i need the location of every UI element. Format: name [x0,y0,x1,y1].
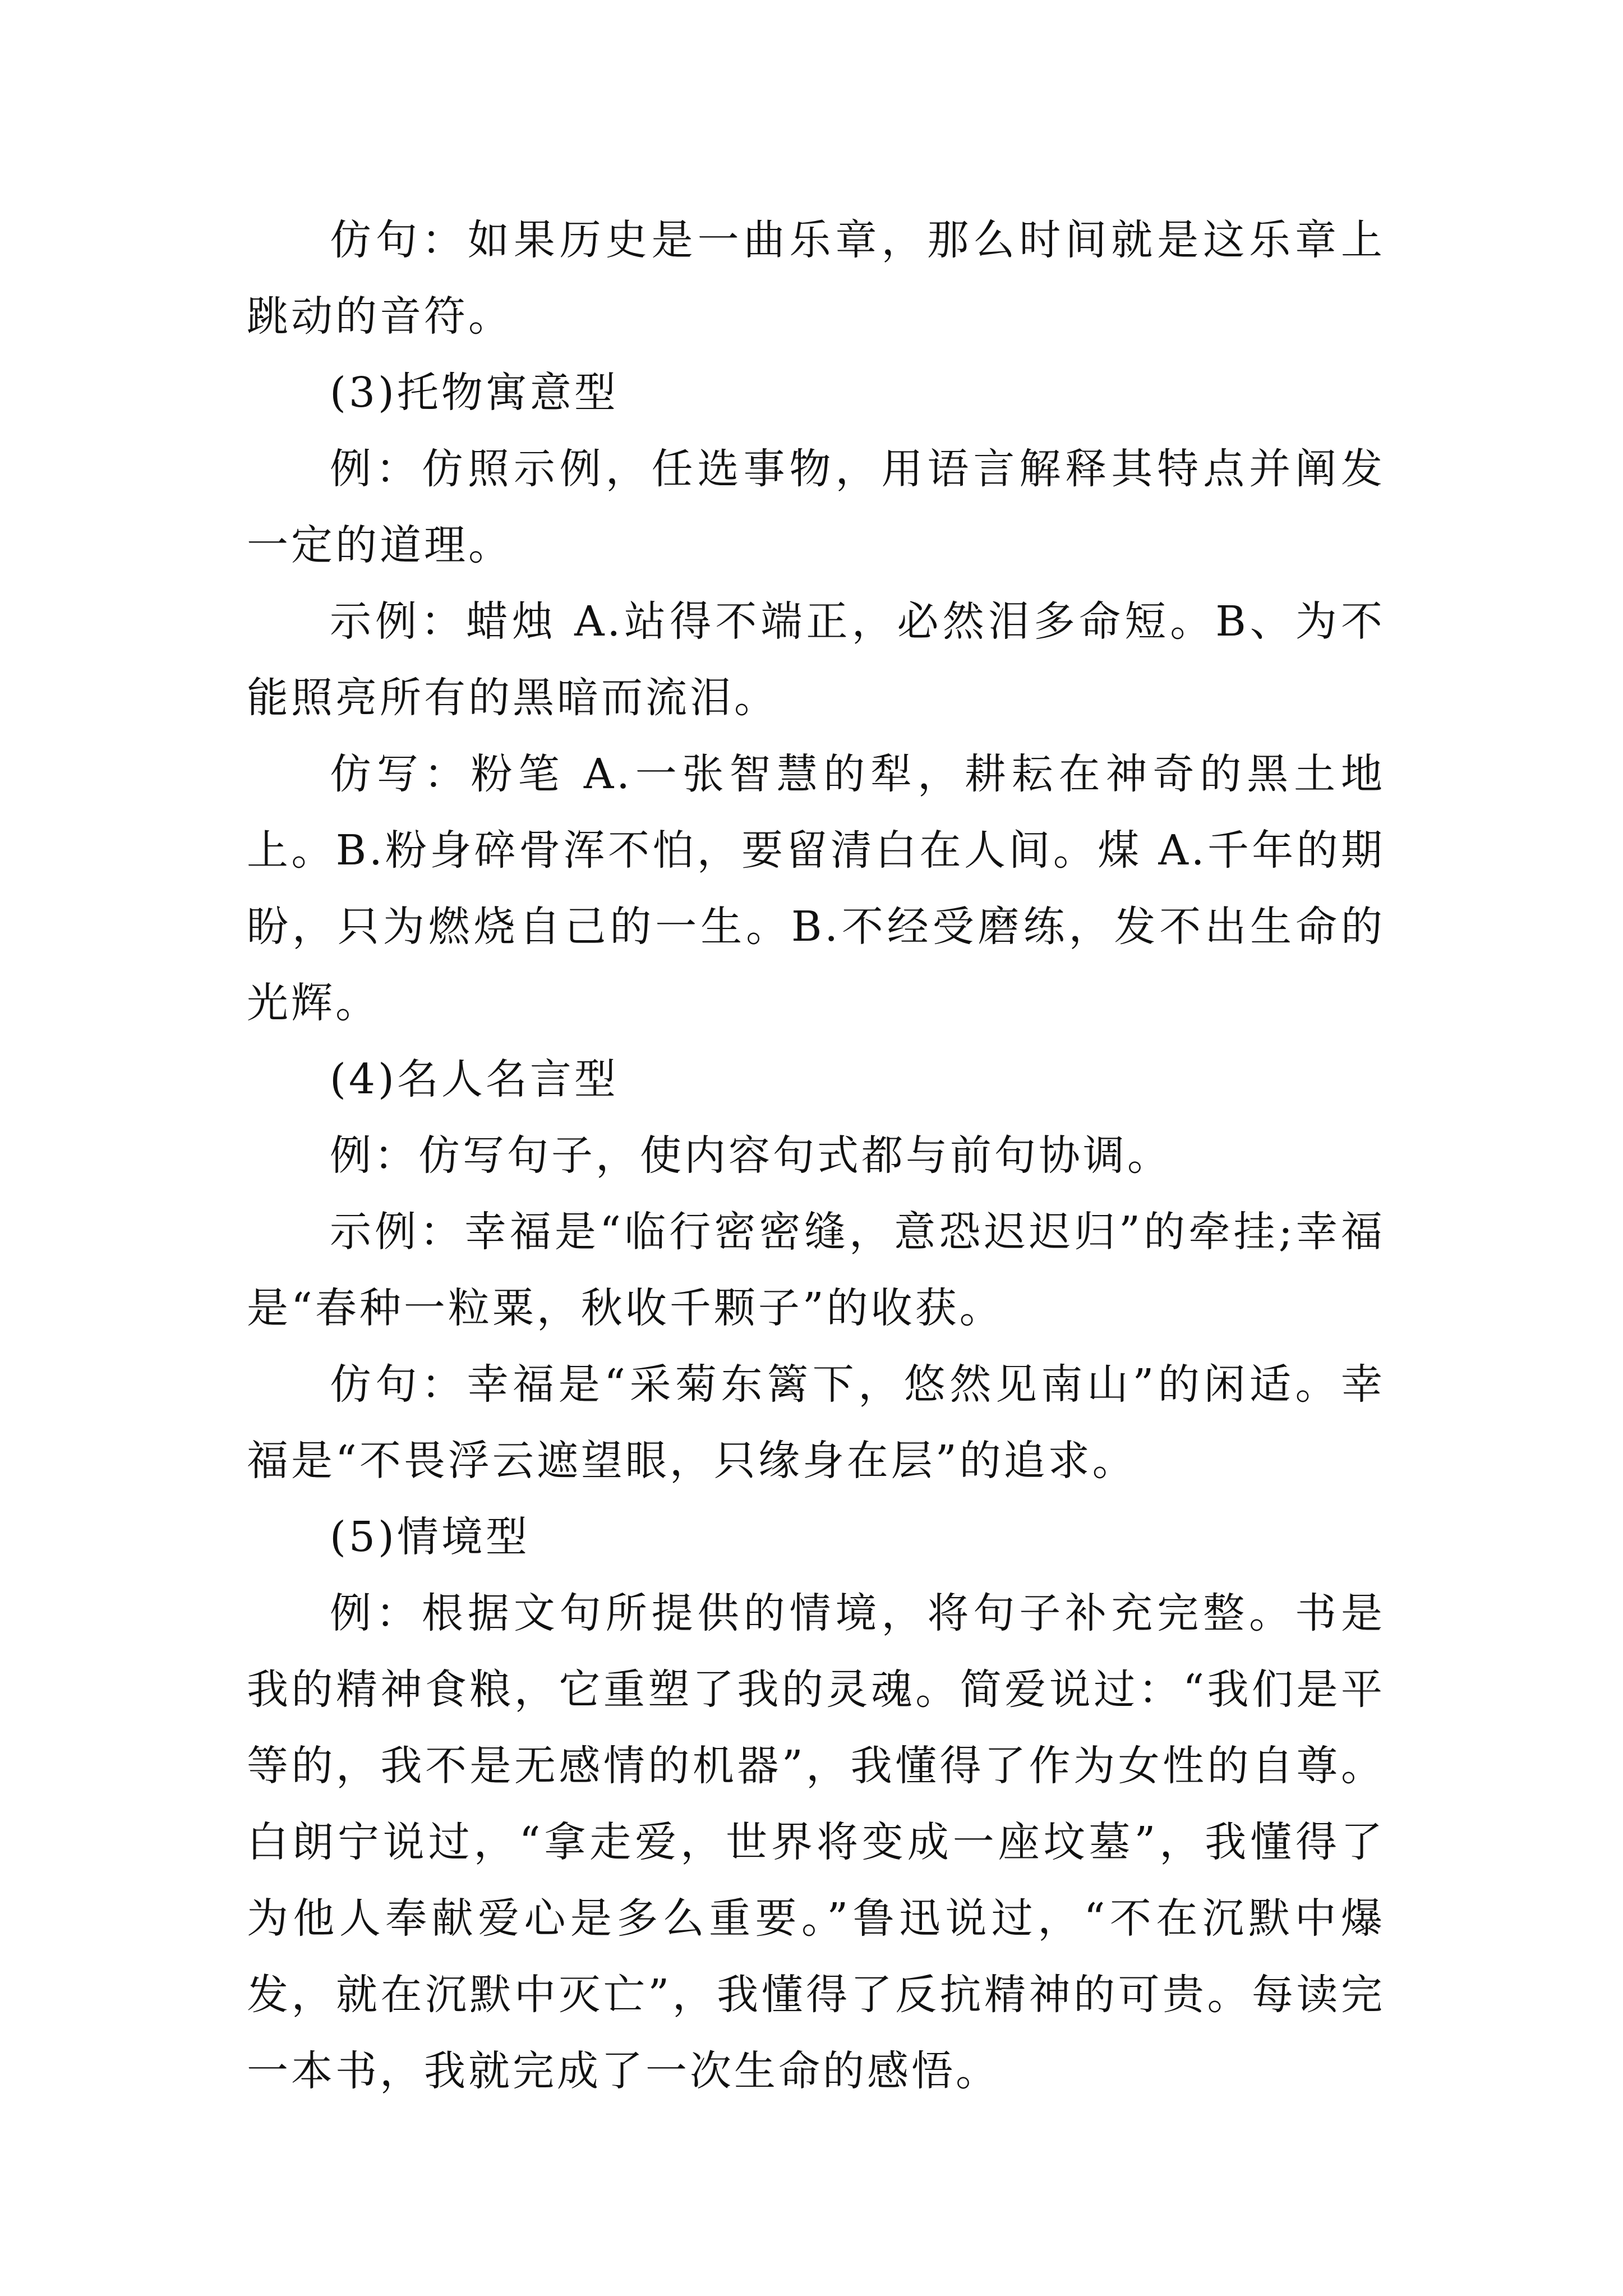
paragraph-imitation-chalk-coal: 仿写：粉笔 A.一张智慧的犁，耕耘在神奇的黑土地上。B.粉身碎骨浑不怕，要留清白在人间。煤 A.千年的期盼，只为燃烧自己的一生。B.不经受磨练，发不出生命的光辉。 [247,750,1385,1027]
document-body [247,202,1385,2109]
heading-object-metaphor-type: (3)托物寓意型 [330,369,619,417]
paragraph-sample-happiness: 示例：幸福是“临行密密缝，意恐迟迟归”的牵挂;幸福是“春种一粒粟，秋收千颗子”的收获。 [247,1208,1385,1332]
heading-situation-type: (5)情境型 [330,1513,530,1561]
heading-famous-quote-type: (4)名人名言型 [330,1055,619,1103]
paragraph-imitation-happiness: 仿句：幸福是“采菊东篱下，悠然见南山”的闲适。幸福是“不畏浮云遮望眼，只缘身在层”的追求。 [247,1360,1385,1485]
paragraph-example-task: 例：仿照示例，任选事物，用语言解释其特点并阐发一定的道理。 [247,445,1385,569]
paragraph-sample-candle: 示例：蜡烛 A.站得不端正，必然泪多命短。B、为不能照亮所有的黑暗而流泪。 [247,597,1385,722]
paragraph-imitation-history: 仿句：如果历史是一曲乐章，那么时间就是这乐章上跳动的音符。 [247,216,1385,341]
paragraph-situation-example: 例：根据文句所提供的情境，将句子补充完整。书是我的精神食粮，它重塑了我的灵魂。简爱说过：“我们是平等的，我不是无感情的机器”，我懂得了作为女性的自尊。白朗宁说过，“拿走爱，世界将变成一座坟墓”，我懂得了为他人奉献爱心是多么重要。”鲁迅说过，“不在沉默中爆发，就在沉默中灭亡”，我懂得了反抗精神的可贵。每读完一本书，我就完成了一次生命的感悟。 [247,1589,1385,2095]
paragraph-quote-task: 例：仿写句子，使内容句式都与前句协调。 [330,1131,1172,1180]
